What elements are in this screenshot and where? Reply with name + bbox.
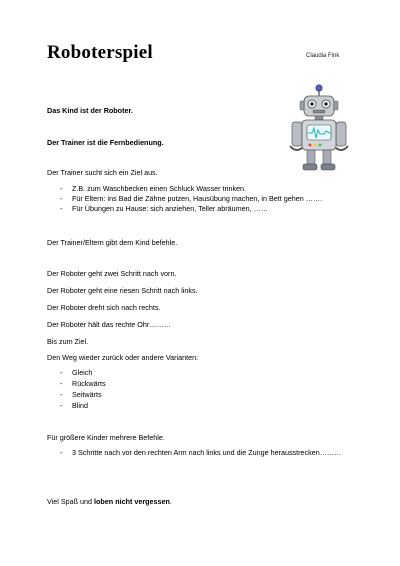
paragraph-to-goal: Bis zum Ziel. bbox=[47, 337, 89, 346]
paragraph-trainer: Der Trainer ist die Fernbedienung. bbox=[47, 138, 164, 147]
robot-icon bbox=[284, 84, 354, 172]
author-name: Claudia Fink bbox=[306, 53, 340, 59]
paragraph-turn-right: Der Roboter dreht sich nach rechts. bbox=[47, 303, 161, 312]
paragraph-goal: Der Trainer sucht sich ein Ziel aus. bbox=[47, 168, 158, 177]
paragraph-step-forward: Der Roboter geht zwei Schritt nach vorn. bbox=[47, 269, 177, 278]
page-title: Roboterspiel bbox=[47, 42, 153, 63]
paragraph-older-kids: Für größere Kinder mehrere Befehle. bbox=[47, 433, 165, 442]
paragraph-variants: Den Weg wieder zurück oder andere Varianten: bbox=[47, 353, 199, 362]
paragraph-step-left: Der Roboter geht eine riesen Schritt nach links. bbox=[47, 286, 198, 295]
paragraph-commands: Der Trainer/Eltern gibt dem Kind befehle. bbox=[47, 238, 178, 247]
paragraph-hold-ear: Der Roboter hält das rechte Ohr……… bbox=[47, 320, 171, 329]
closing-paragraph: Viel Spaß und loben nicht vergessen. bbox=[47, 497, 172, 506]
paragraph-robot: Das Kind ist der Roboter. bbox=[47, 106, 133, 115]
document-page: Roboterspiel Claudia Fink Das Kind ist der Roboter. Der Trainer ist die Fernbedienung. Der Trainer sucht sich ein Ziel aus. - Z.B. zum Waschbecken einen Schluck Wasser trinken. - Für Eltern: ins Bad die Zähne putzen, Hausübung machen, in Bett gehen ……. - Für Übungen zu Hause: sich anziehen, Teller abräumen, …… Der Trainer/Eltern gibt dem Kind befehle. Der Roboter geht zwei Schritt nach vorn. Der Roboter geht eine riesen Schritt nach links. Der Roboter dreht sich nach rechts. Der Roboter hält das rechte Ohr……… Bis zum Ziel. Den Weg wieder zurück oder andere Varianten: - Gleich - Rückwärts - Seitwärts - Blind Für größere Kinder mehrere Befehle. - 3 Schritte nach vor den rechten Arm nach links und die Zunge herausstrecken……… Viel Spaß und loben nicht vergessen. bbox=[0, 0, 400, 566]
